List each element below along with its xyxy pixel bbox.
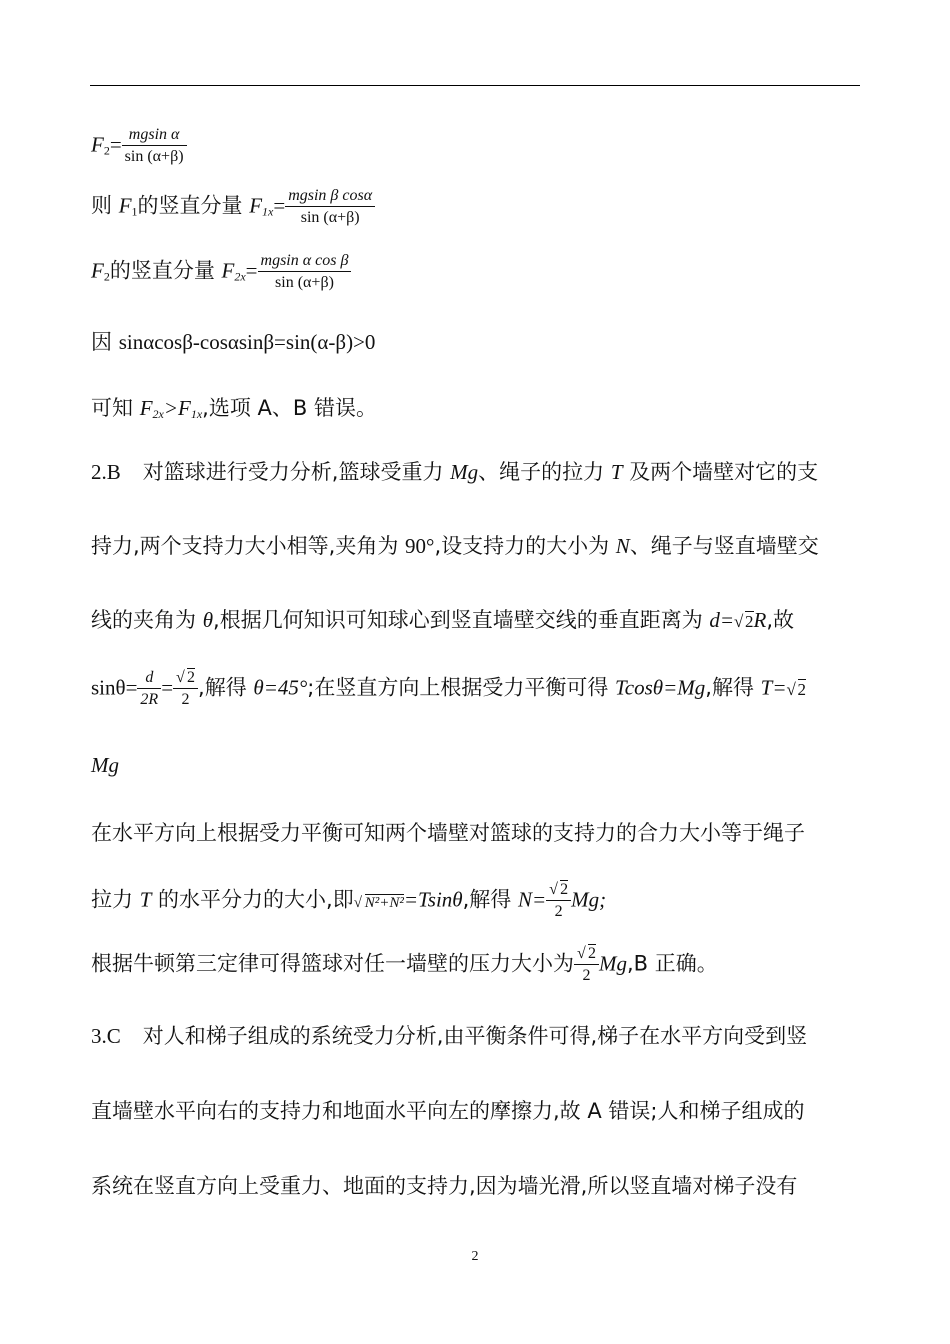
answer-2-line-3: 线的夹角为 θ,根据几何知识可知球心到竖直墙壁交线的垂直距离为 d=√ 2R,故 (91, 604, 794, 634)
inequality-line: 因 sinαcosβ-cosαsinβ=sin(α-β)>0 (91, 330, 376, 354)
answer-3-line-2: 直墙壁水平向右的支持力和地面水平向左的摩擦力,故 A 错误;人和梯子组成的 (91, 1099, 805, 1123)
answer-2-line-7: 拉力 T 的水平分力的大小,即√ N²+N²=Tsinθ,解得 N= √ $\frac{2}{2}$ Mg; (91, 880, 606, 921)
page-number: 2 (471, 1249, 479, 1264)
formula-f2: $F_2=$ $\frac{\text{mgsin α}}{\sin (\alpha+\beta)}$ (91, 125, 187, 166)
answer-2-line-6: 在水平方向上根据受力平衡可知两个墙壁对篮球的支持力的合力大小等于绳子 (91, 821, 805, 845)
answer-2-line-5: Mg (91, 753, 119, 777)
answer-2-line-8: 根据牛顿第三定律可得篮球对任一墙壁的压力大小为 √ $\frac{2}{2}$ Mg,B 正确。 (91, 944, 718, 985)
conclusion-line: 可知 $F_{2x}>F_{1x}$,选项 A、B 错误。 (91, 396, 377, 421)
answer-2-line-1: 2.B 对篮球进行受力分析,篮球受重力 Mg、绳子的拉力 T 及两个墙壁对它的支 (91, 460, 819, 484)
answer-2-line-4: sinθ= $\frac{d}{2R}$ = √ $\frac{2}{2}$ ,解得 θ=45°;在竖直方向上根据受力平衡可得 Tcosθ=Mg,解得 T=√ 2 (91, 668, 806, 709)
formula-f2x: $F_2$的竖直分量 $F_{2x}=$ $\frac{\text{mgsin α cos β}}{\sin (\alpha+\beta)}$ (91, 251, 351, 292)
fraction-denominator: sin (α+β) (124, 148, 184, 166)
header-rule (90, 85, 860, 86)
formula-f1x: 则 $F_1$的竖直分量 $F_{1x}=$ $\frac{\text{mgsin β cosα}}{\sin (\alpha+\beta)}$ (91, 186, 375, 227)
fraction-numerator: mgsin α (122, 125, 187, 146)
answer-2-line-2: 持力,两个支持力大小相等,夹角为 90°,设支持力的大小为 N、绳子与竖直墙壁交 (91, 534, 819, 558)
answer-3-line-3: 系统在竖直方向上受重力、地面的支持力,因为墙光滑,所以竖直墙对梯子没有 (91, 1174, 798, 1198)
answer-3-line-1: 3.C 对人和梯子组成的系统受力分析,由平衡条件可得,梯子在水平方向受到竖 (91, 1024, 808, 1048)
